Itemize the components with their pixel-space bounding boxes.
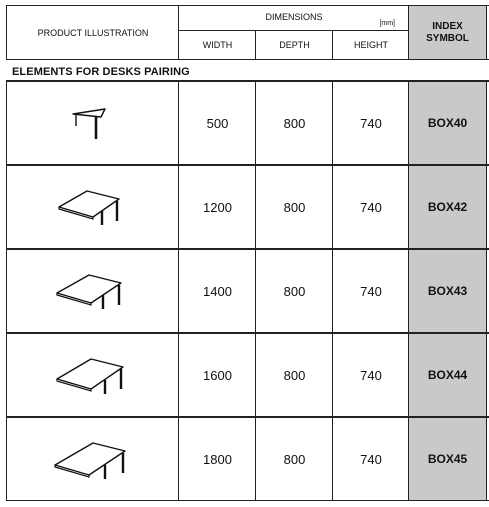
header-product-illustration: PRODUCT ILLUSTRATION (6, 5, 179, 60)
illustration-cell (6, 81, 179, 165)
height-cell: 740 (332, 81, 409, 165)
header-dimensions-label: DIMENSIONS (265, 12, 323, 22)
table-row (6, 249, 489, 333)
table-row (6, 165, 489, 249)
index-symbol-cell: BOX44 (408, 333, 487, 417)
height-cell: 740 (332, 249, 409, 333)
table-row (6, 417, 489, 501)
height-cell: 740 (332, 165, 409, 249)
triangular-desk-element-icon (63, 101, 123, 145)
header-index-symbol (408, 5, 487, 60)
index-symbol-cell: BOX43 (408, 249, 487, 333)
index-symbol-cell: BOX45 (408, 417, 487, 501)
depth-cell: 800 (255, 249, 333, 333)
depth-cell: 800 (255, 417, 333, 501)
table-header (6, 5, 489, 60)
rectangular-desk-element-icon (53, 437, 133, 481)
section-title: ELEMENTS FOR DESKS PAIRING (12, 66, 190, 78)
height-cell: 740 (332, 333, 409, 417)
width-cell: 500 (178, 81, 256, 165)
rectangular-desk-element-icon (53, 353, 133, 397)
depth-cell: 800 (255, 81, 333, 165)
header-index-line1: INDEX (432, 20, 463, 32)
width-cell: 1400 (178, 249, 256, 333)
header-height: HEIGHT (332, 30, 409, 60)
table-row (6, 333, 489, 417)
width-cell: 1200 (178, 165, 256, 249)
depth-cell: 800 (255, 333, 333, 417)
index-symbol-cell: BOX40 (408, 81, 487, 165)
index-symbol-cell: BOX42 (408, 165, 487, 249)
illustration-cell (6, 165, 179, 249)
height-cell: 740 (332, 417, 409, 501)
header-width: WIDTH (178, 30, 256, 60)
depth-cell: 800 (255, 165, 333, 249)
header-dimensions (178, 5, 409, 31)
illustration-cell (6, 417, 179, 501)
header-depth: DEPTH (255, 30, 333, 60)
width-cell: 1800 (178, 417, 256, 501)
illustration-cell (6, 333, 179, 417)
rectangular-desk-element-icon (53, 269, 133, 313)
header-index-line2: SYMBOL (426, 32, 469, 44)
illustration-cell (6, 249, 179, 333)
rectangular-desk-element-icon (53, 185, 133, 229)
header-unit: [mm] (379, 20, 395, 27)
width-cell: 1600 (178, 333, 256, 417)
table-row (6, 81, 489, 165)
